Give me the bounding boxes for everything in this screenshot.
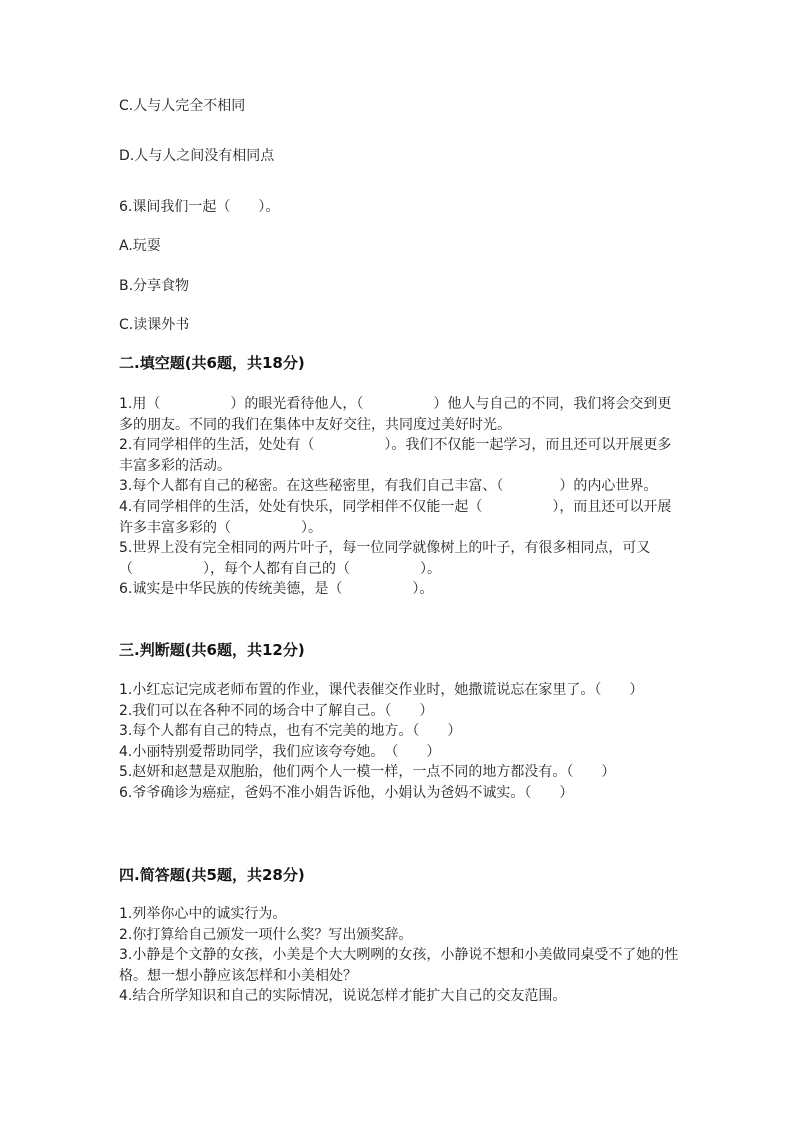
judgment-item-4: 4.小丽特别爱帮助同学，我们应该夸夸她。 （ ） <box>119 743 441 760</box>
judgment-item-6: 6.爷爷确诊为癌症，爸妈不准小娟告诉他，小娟认为爸妈不诚实。（ ） <box>119 784 574 801</box>
question-6-option-a: A.玩耍 <box>119 238 161 254</box>
question-6-option-b: B.分享食物 <box>119 278 190 294</box>
question-6-option-c: C.读课外书 <box>119 317 190 333</box>
section-judgment-items <box>119 680 679 804</box>
question-6-stem: 6.课间我们一起（ ）。 <box>119 199 280 215</box>
fill-blank-item-2: 2.有同学相伴的生活，处处有（ ）。我们不仅能一起学习，而且还可以开展更多丰富多彩的活动。 <box>119 437 672 474</box>
fill-blank-item-4: 4.有同学相伴的生活，处处有快乐，同学相伴不仅能一起（ ），而且还可以开展许多丰富多彩的（ ）。 <box>119 498 672 536</box>
short-answer-item-4: 4.结合所学知识和自己的实际情况，说说怎样才能扩大自己的交友范围。 <box>119 988 567 1005</box>
option-d-prev: D.人与人之间没有相同点 <box>119 148 275 164</box>
fill-blank-item-6: 6.诚实是中华民族的传统美德，是（ ）。 <box>119 581 434 598</box>
judgment-item-3: 3.每个人都有自己的特点，也有不完美的地方。（ ） <box>119 723 462 740</box>
judgment-item-5: 5.赵妍和赵慧是双胞胎，他们两个人一模一样，一点不同的地方都没有。（ ） <box>119 764 616 781</box>
short-answer-item-3: 3.小静是个文静的女孩，小美是个大大咧咧的女孩，小静说不想和小美做同桌受不了她的性格。想一想小静应该怎样和小美相处？ <box>119 947 679 984</box>
short-answer-item-1: 1.列举你心中的诚实行为。 <box>119 906 287 922</box>
section-short-answer-title: 四.简答题(共5题，共28分) <box>119 866 305 884</box>
fill-blank-item-3: 3.每个人都有自己的秘密。在这些秘密里，有我们自己丰富、（ ）的内心世界。 <box>119 478 658 495</box>
judgment-item-1: 1.小红忘记完成老师布置的作业，课代表催交作业时，她撒谎说忘在家里了。（ ） <box>119 682 644 698</box>
fill-blank-item-1: 1.用（ ）的眼光看待他人，（ ）他人与自己的不同，我们将会交到更多的朋友。不同的我们在集体中友好交往，共同度过美好时光。 <box>119 396 672 433</box>
section-short-answer-items <box>119 904 679 1007</box>
section-fill-blank-items <box>119 394 679 600</box>
section-fill-blank-title: 二.填空题(共6题，共18分) <box>119 354 305 372</box>
option-c-prev: C.人与人完全不相同 <box>119 98 246 114</box>
short-answer-item-2: 2.你打算给自己颁发一项什么奖？写出颁奖辞。 <box>119 926 413 943</box>
judgment-item-2: 2.我们可以在各种不同的场合中了解自己。（ ） <box>119 702 434 719</box>
fill-blank-item-5: 5.世界上没有完全相同的两片叶子，每一位同学就像树上的叶子，有很多相同点，可又（ ），每个人都有自己的（ ）。 <box>119 540 651 577</box>
section-judgment-title: 三.判断题(共6题，共12分) <box>119 641 305 659</box>
